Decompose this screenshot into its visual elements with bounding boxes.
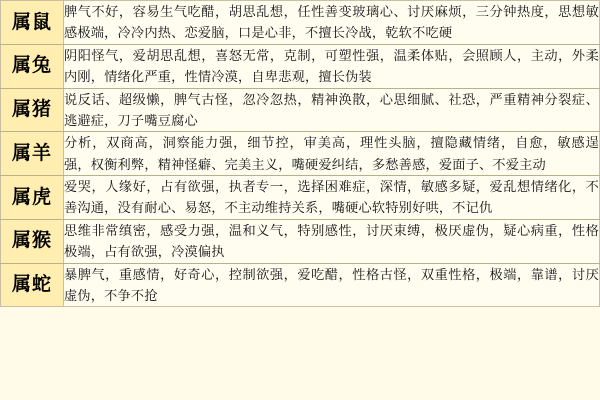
zodiac-label-rat: 属鼠 [1, 1, 64, 45]
table-row [1, 263, 600, 307]
zodiac-label-goat: 属羊 [1, 132, 64, 176]
zodiac-desc-text: 说反话、超级懒，脾气古怪，忽冷忽热，精神涣散，心思细腻、社恐，严重精神分裂症、逃避症，刀子嘴豆腐心 [64, 91, 599, 128]
zodiac-desc-rabbit [64, 44, 600, 88]
zodiac-desc-text: 思维非常缜密，感受力强，温和义气，特别感性，讨厌束缚，极厌虚伪，疑心病重，性格极端，占有欲强，冷漠偏执 [64, 222, 599, 260]
table-row [1, 219, 600, 263]
zodiac-label-tiger: 属虎 [1, 176, 64, 220]
zodiac-desc-text: 爱哭，人缘好，占有欲强，执者专一，选择困难症，深情，敏感多疑，爱乱想情绪化，不善沟通，没有耐心、易怒，不主动维持关系，嘴硬心软特别好哄，不记仇 [64, 179, 599, 216]
zodiac-label-snake: 属蛇 [1, 263, 64, 307]
zodiac-desc-text: 分析，双商高，洞察能力强，细节控，审美高，理性头脑，擅隐藏情绪，自愈，敏感逞强，权衡利弊，精神怪癖、完美主义，嘴硬爱纠结，多愁善感，爱面子、不爱主动 [64, 135, 599, 172]
zodiac-desc-text: 脾气不好，容易生气吃醋，胡思乱想，任性善变玻璃心、讨厌麻烦，三分钟热度，思想敏感极端，冷冷内热、恋爱脑，口是心非，不擅长冷战，乾软不吃硬 [64, 4, 599, 41]
table-row [1, 132, 600, 176]
zodiac-label-pig: 属猪 [1, 88, 64, 132]
zodiac-desc-monkey [64, 219, 600, 263]
table-row [1, 1, 600, 45]
zodiac-desc-snake [64, 263, 600, 307]
zodiac-desc-pig [64, 88, 600, 132]
zodiac-desc-rat [64, 1, 600, 45]
table-row [1, 88, 600, 132]
zodiac-table-body [1, 1, 600, 307]
zodiac-desc-goat [64, 132, 600, 176]
zodiac-desc-text: 阴阳怪气，爱胡思乱想，喜怒无常，克制，可塑性强，温柔体贴，会照顾人，主动，外柔内刚，情绪化严重，性情冷漠，自卑悲观，擅长伪装 [64, 47, 599, 85]
table-row [1, 44, 600, 88]
zodiac-label-rabbit: 属兔 [1, 44, 64, 88]
table-row [1, 176, 600, 220]
zodiac-desc-text: 暴脾气，重感情，好奇心，控制欲强，爱吃醋，性格古怪，双重性格，极端，靠谱，讨厌虚伪，不争不抢 [64, 266, 599, 303]
zodiac-label-monkey: 属猴 [1, 219, 64, 263]
zodiac-desc-tiger [64, 176, 600, 220]
